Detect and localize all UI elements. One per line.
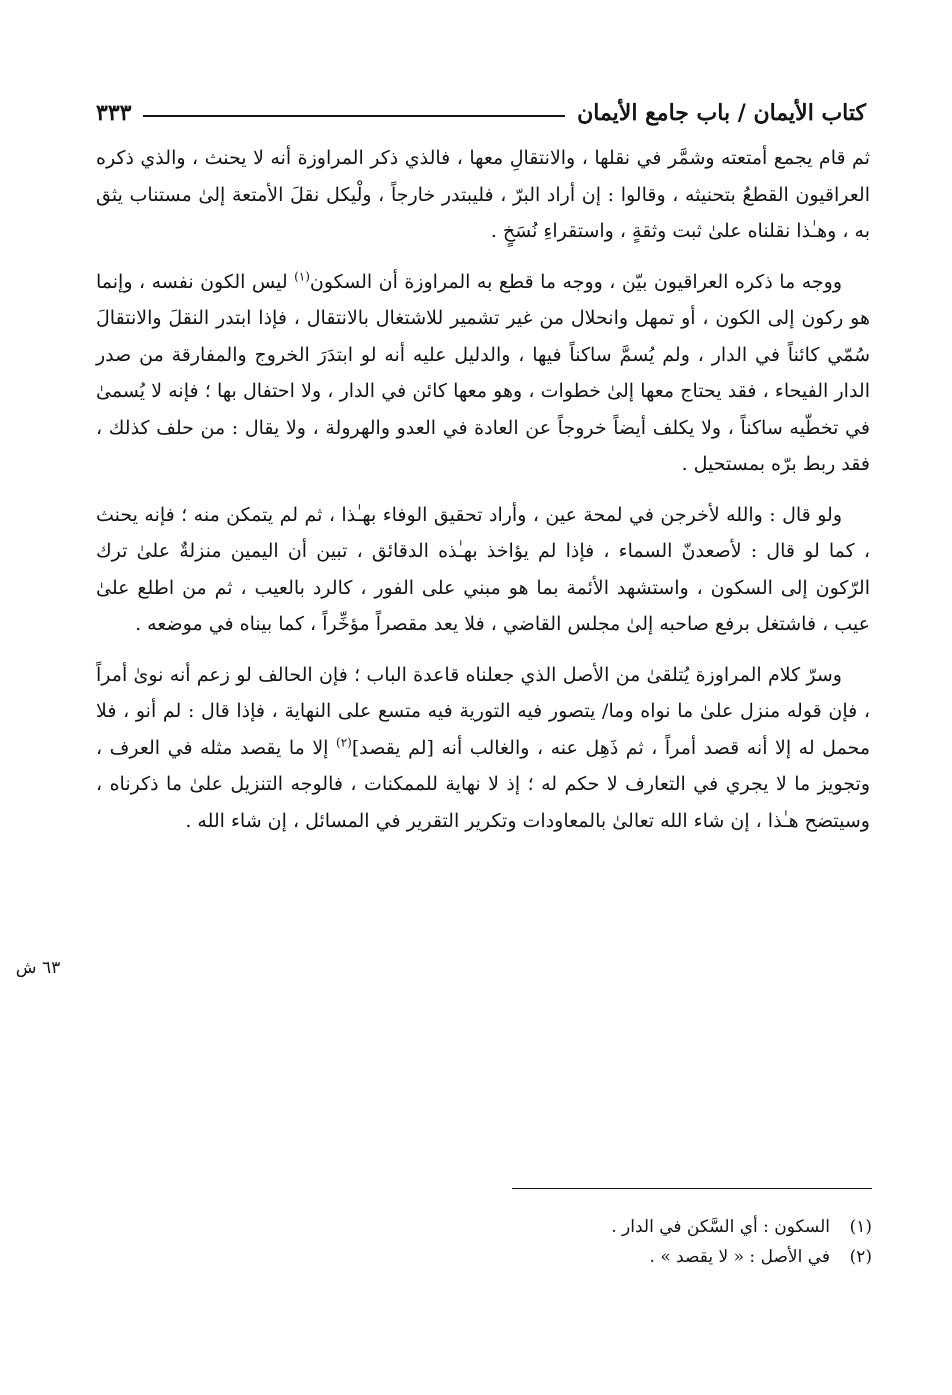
paragraph-text: ليس الكون نفسه ، وإنما هو ركون إلى الكون ، أو تمهل وانحلال من غير تشمير للاشتغال بالانتقال ، فإذا ابتدر النقلَ والانتقالَ سُمّي كائناً في الدار ، ولم يُسمَّ ساكناً فيها ، والدليل عليه أنه لو ابتدَرَ الخروج والمفارقة من صدر الدار الفيحاء ، فقد يحتاج معها إلىٰ خطوات ، وهو معها كائن في الدار ، ولا احتفال بها ؛ فإنه لا يُسمىٰ في تخطّيه ساكناً ، ولا يكلف أيضاً خروجاً عن العادة في العدو والهرولة ، ولا يقال : من حلف كذلك ، فقد ربط برّه بمستحيل . [96, 270, 870, 475]
page-number: ٣٣٣ [96, 100, 132, 126]
footnote-text: في الأصل : « لا يقصد » . [649, 1247, 830, 1267]
paragraph-text: وسرّ كلام المراوزة يُتلقىٰ من الأصل الذي جعلناه قاعدة الباب ؛ فإن الحالف لو زعم أنه نوىٰ أمراً ، فإن قوله منزل علىٰ ما نواه وما/ يتصور فيه التورية فيه متسع على النهاية ، فإذا قال : لم أنو ، فلا محمل له إلا أنه قصد أمراً ، ثم ذَهِل عنه ، والغالب أنه [لم يقصد] [96, 663, 870, 759]
paragraph-2 [96, 264, 870, 483]
paragraph-text: إلا ما يقصد مثله في العرف ، وتجويز ما لا يجري في التعارف لا حكم له ؛ إذ لا نهاية للممكنات ، فالوجه التنزيل علىٰ ما ذكرناه ، وسيتضح هـٰذا ، إن شاء الله تعالىٰ بالمعاودات وتكرير التقرير في المسائل ، إن شاء الله . [96, 736, 870, 832]
paragraph-text: ثم قام يجمع أمتعته وشمَّر في نقلها ، والانتقالِ معها ، فالذي ذكر المراوزة أنه لا يحنث ، والذي ذكره العراقيون القطعُ بتحنيثه ، وقالوا : إن أراد البرّ ، فليبتدر خارجاً ، ولْيكل نقلَ الأمتعة إلىٰ مستناب يثق به ، وهـٰذا نقلناه علىٰ ثبت وثقةٍ ، واستقراءِ نُسَخٍ . [96, 147, 870, 242]
footnote-number: (١) [849, 1217, 872, 1237]
footnote-ref-1[interactable]: (١) [294, 269, 310, 284]
footnote-2 [96, 1242, 872, 1272]
header-rule [143, 115, 565, 117]
footnote-text: السكون : أي السَّكن في الدار . [611, 1217, 830, 1237]
footnote-rule [512, 1188, 872, 1189]
footnote-1 [96, 1212, 872, 1242]
paragraph-4 [96, 657, 870, 840]
footnotes [96, 1212, 872, 1272]
footnote-number: (٢) [849, 1247, 872, 1267]
manuscript-folio-note: ٦٣ ش [15, 958, 61, 978]
footnote-ref-2[interactable]: (٢) [336, 735, 352, 750]
main-text [96, 140, 870, 853]
paragraph-text: ولو قال : والله لأخرجن في لمحة عين ، وأراد تحقيق الوفاء بهـٰذا ، ثم لم يتمكن منه ؛ فإنه يحنث ، كما لو قال : لأصعدنّ السماء ، فإذا لم يؤاخذ بهـٰذه الدقائق ، تبين أن اليمين منزلةٌ علىٰ ترك الرّكون إلى السكون ، واستشهد الأئمة بما هو مبني على الفور ، كالرد بالعيب ، ثم من اطلع علىٰ عيب ، فاشتغل برفع صاحبه إلىٰ مجلس القاضي ، فلا يعد مقصراً مؤخِّراً ، كما بيناه في موضعه . [96, 503, 870, 635]
running-header [96, 86, 866, 126]
paragraph-1 [96, 140, 870, 250]
header-title: كتاب الأيمان / باب جامع الأيمان [577, 100, 866, 126]
paragraph-text: ووجه ما ذكره العراقيون بيّن ، ووجه ما قطع به المراوزة أن السكون [309, 270, 842, 293]
paragraph-3 [96, 497, 870, 643]
